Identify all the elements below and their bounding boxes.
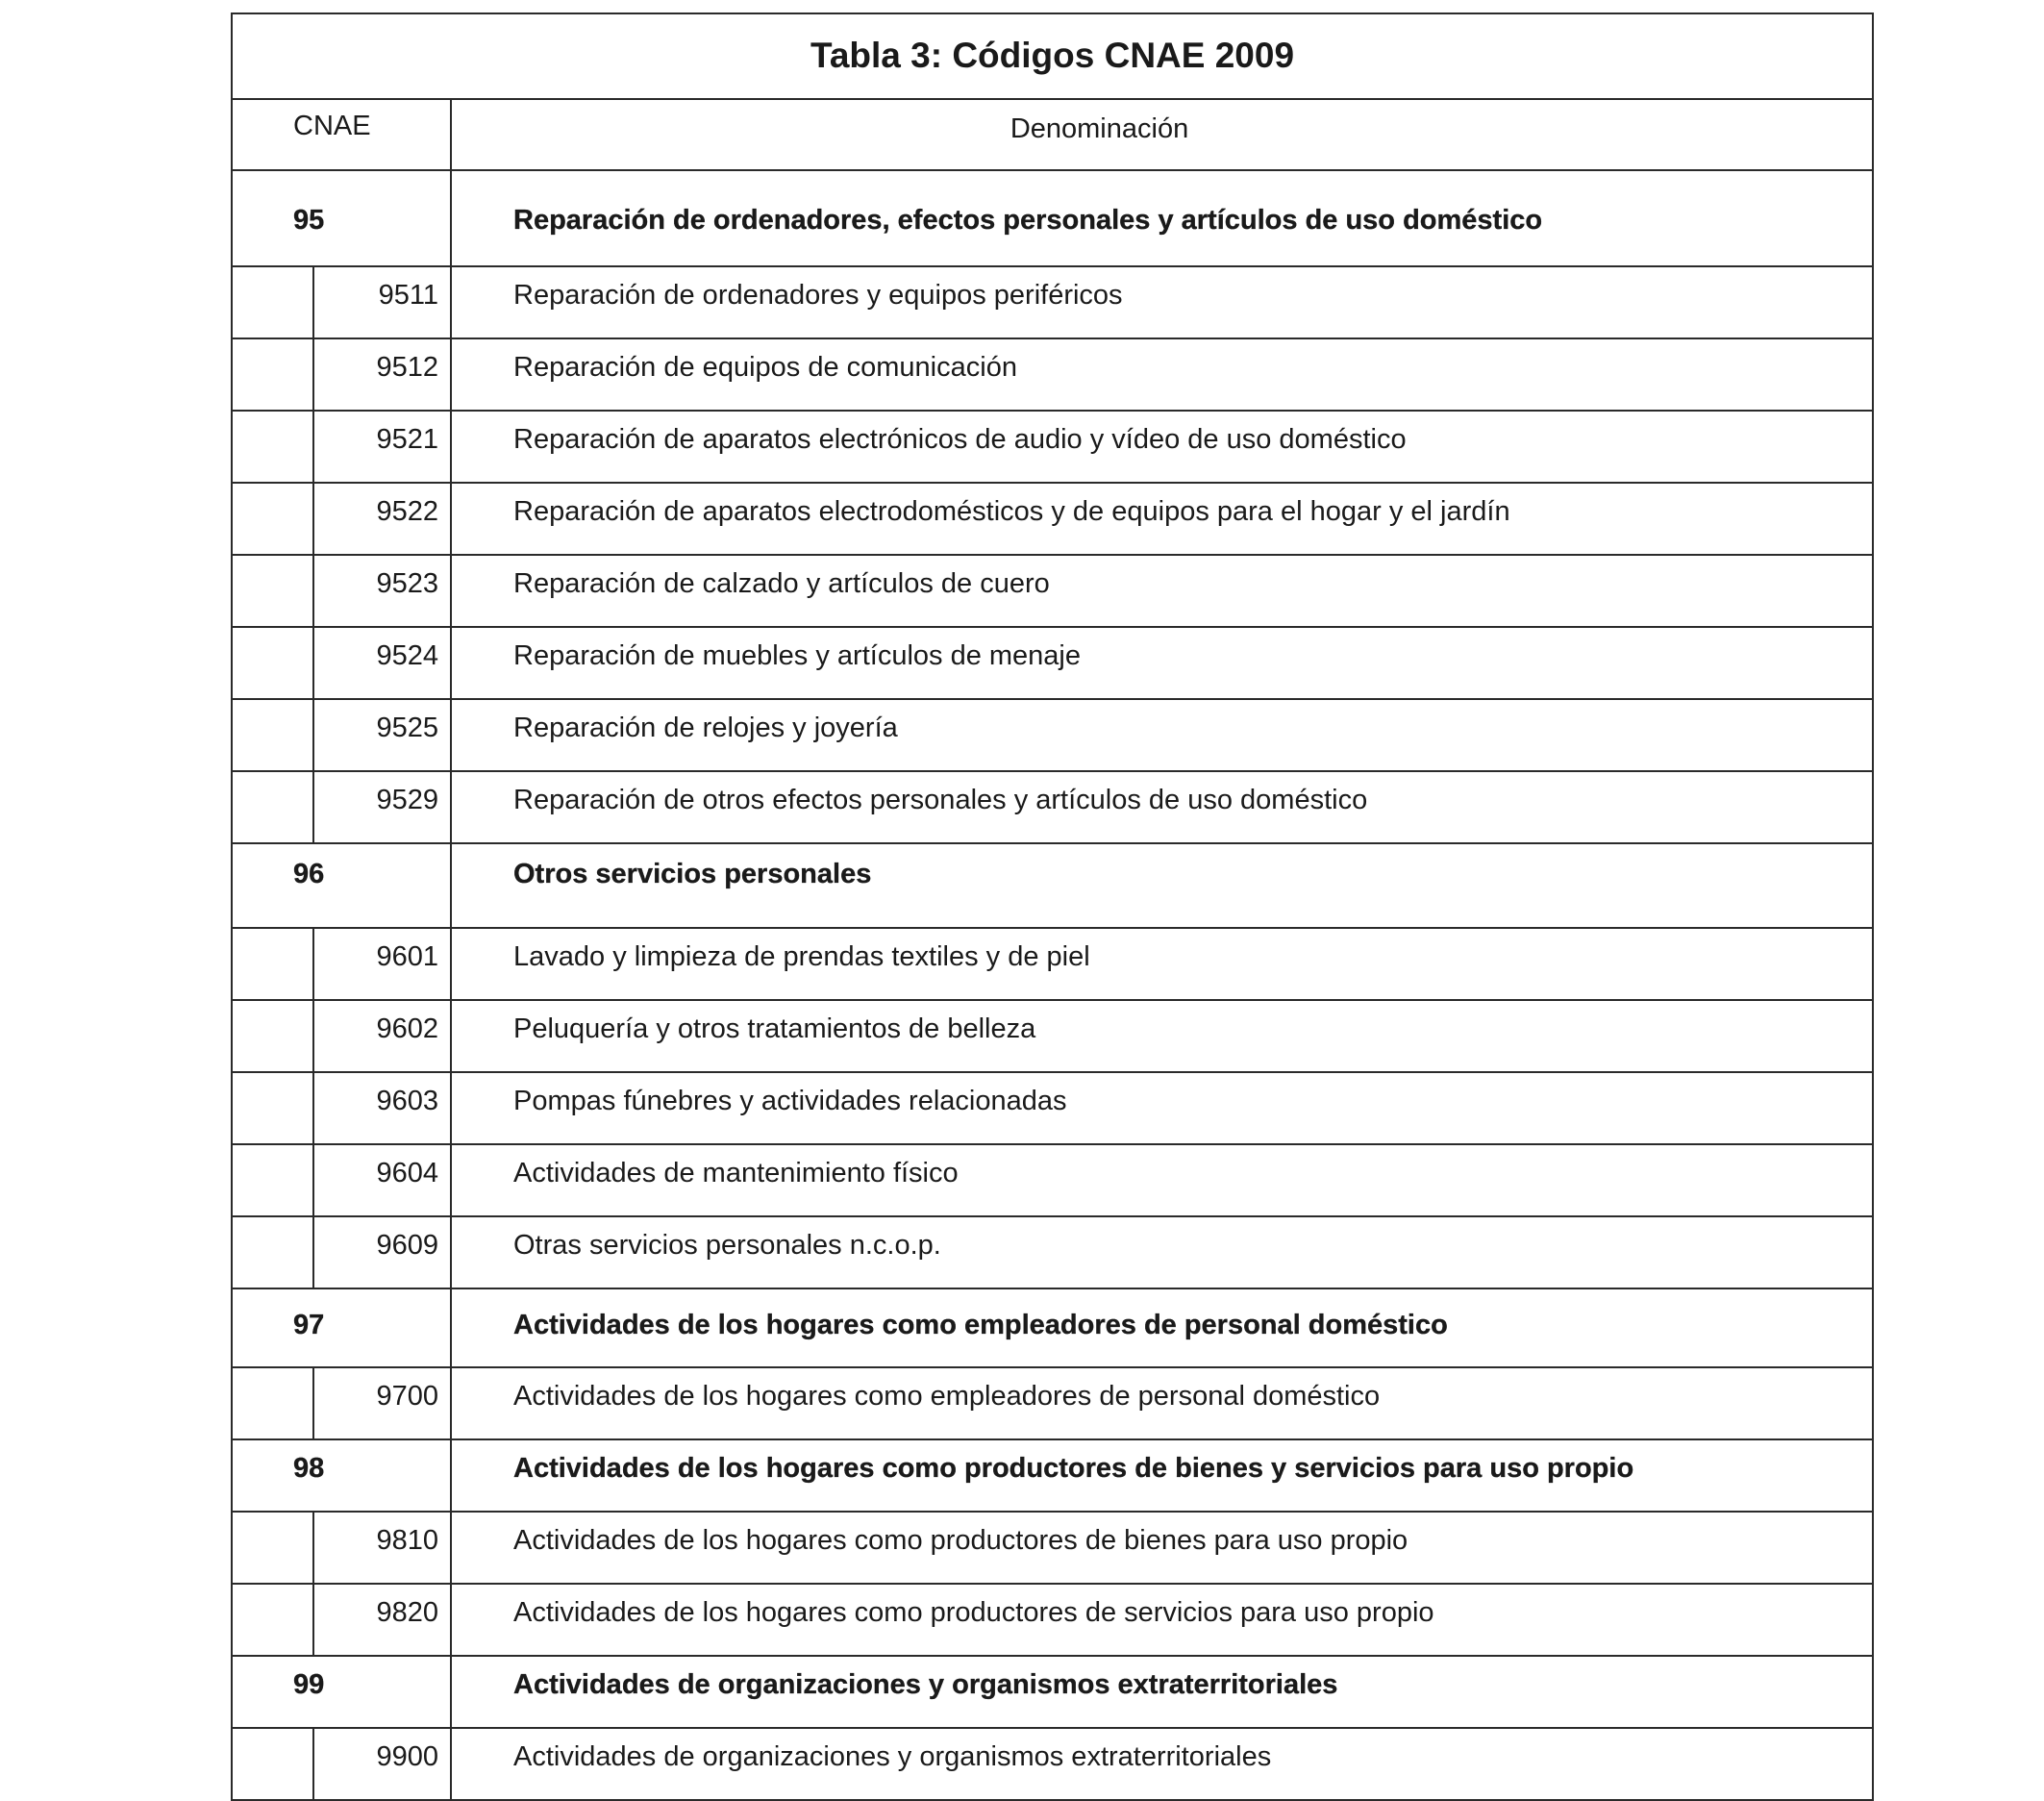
subclass-description: Reparación de aparatos electrónicos de audio y vídeo de uso doméstico — [451, 411, 1873, 483]
subclass-description: Lavado y limpieza de prendas textiles y de piel — [451, 928, 1873, 1000]
table-row — [232, 1072, 1873, 1144]
table-row — [232, 928, 1873, 1000]
header-cnae: CNAE — [232, 99, 451, 170]
group-code: 95 — [232, 170, 451, 266]
table-row — [232, 1367, 1873, 1439]
subclass-description: Reparación de otros efectos personales y artículos de uso doméstico — [451, 771, 1873, 843]
table-row — [232, 1512, 1873, 1584]
subclass-code: 9529 — [313, 771, 451, 843]
subclass-code: 9512 — [313, 338, 451, 411]
subclass-code: 9522 — [313, 483, 451, 555]
group-row — [232, 170, 1873, 266]
table-row — [232, 699, 1873, 771]
indent-cell — [232, 1512, 313, 1584]
indent-cell — [232, 771, 313, 843]
table-row — [232, 627, 1873, 699]
subclass-description: Reparación de relojes y joyería — [451, 699, 1873, 771]
subclass-description: Reparación de equipos de comunicación — [451, 338, 1873, 411]
indent-cell — [232, 338, 313, 411]
indent-cell — [232, 1000, 313, 1072]
table-body — [232, 13, 1873, 1800]
indent-cell — [232, 555, 313, 627]
table-row — [232, 1584, 1873, 1656]
table-row — [232, 411, 1873, 483]
subclass-code: 9523 — [313, 555, 451, 627]
indent-cell — [232, 1216, 313, 1288]
group-row — [232, 1288, 1873, 1367]
subclass-code: 9609 — [313, 1216, 451, 1288]
group-row — [232, 1439, 1873, 1512]
indent-cell — [232, 1584, 313, 1656]
indent-cell — [232, 1144, 313, 1216]
title-row — [232, 13, 1873, 99]
table-row — [232, 1216, 1873, 1288]
indent-cell — [232, 266, 313, 338]
table-row — [232, 1000, 1873, 1072]
subclass-code: 9604 — [313, 1144, 451, 1216]
group-row — [232, 1656, 1873, 1728]
subclass-description: Reparación de calzado y artículos de cuero — [451, 555, 1873, 627]
group-description: Actividades de los hogares como productores de bienes y servicios para uso propio — [451, 1439, 1873, 1512]
group-code: 99 — [232, 1656, 451, 1728]
group-description: Reparación de ordenadores, efectos personales y artículos de uso doméstico — [451, 170, 1873, 266]
indent-cell — [232, 1072, 313, 1144]
table-row — [232, 338, 1873, 411]
subclass-description: Reparación de ordenadores y equipos periféricos — [451, 266, 1873, 338]
group-description: Actividades de organizaciones y organismos extraterritoriales — [451, 1656, 1873, 1728]
subclass-code: 9602 — [313, 1000, 451, 1072]
subclass-code: 9511 — [313, 266, 451, 338]
group-description: Actividades de los hogares como empleadores de personal doméstico — [451, 1288, 1873, 1367]
table-row — [232, 1144, 1873, 1216]
header-row — [232, 99, 1873, 170]
table-row — [232, 555, 1873, 627]
header-denominacion: Denominación — [451, 99, 1873, 170]
subclass-description: Actividades de mantenimiento físico — [451, 1144, 1873, 1216]
subclass-code: 9820 — [313, 1584, 451, 1656]
group-description: Otros servicios personales — [451, 843, 1873, 928]
subclass-description: Otras servicios personales n.c.o.p. — [451, 1216, 1873, 1288]
subclass-description: Actividades de los hogares como productores de bienes para uso propio — [451, 1512, 1873, 1584]
table-title: Tabla 3: Códigos CNAE 2009 — [232, 13, 1873, 99]
subclass-code: 9810 — [313, 1512, 451, 1584]
group-code: 97 — [232, 1288, 451, 1367]
table-row — [232, 483, 1873, 555]
subclass-description: Reparación de aparatos electrodomésticos y de equipos para el hogar y el jardín — [451, 483, 1873, 555]
indent-cell — [232, 699, 313, 771]
table-row — [232, 771, 1873, 843]
subclass-description: Peluquería y otros tratamientos de belleza — [451, 1000, 1873, 1072]
cnae-codes-table — [231, 13, 1874, 1801]
subclass-description: Actividades de organizaciones y organismos extraterritoriales — [451, 1728, 1873, 1800]
group-code: 96 — [232, 843, 451, 928]
subclass-code: 9700 — [313, 1367, 451, 1439]
indent-cell — [232, 928, 313, 1000]
subclass-code: 9524 — [313, 627, 451, 699]
subclass-code: 9525 — [313, 699, 451, 771]
subclass-description: Reparación de muebles y artículos de menaje — [451, 627, 1873, 699]
subclass-description: Pompas fúnebres y actividades relacionadas — [451, 1072, 1873, 1144]
subclass-description: Actividades de los hogares como productores de servicios para uso propio — [451, 1584, 1873, 1656]
subclass-description: Actividades de los hogares como empleadores de personal doméstico — [451, 1367, 1873, 1439]
indent-cell — [232, 411, 313, 483]
group-code: 98 — [232, 1439, 451, 1512]
group-row — [232, 843, 1873, 928]
subclass-code: 9900 — [313, 1728, 451, 1800]
indent-cell — [232, 483, 313, 555]
subclass-code: 9521 — [313, 411, 451, 483]
indent-cell — [232, 1367, 313, 1439]
indent-cell — [232, 627, 313, 699]
subclass-code: 9603 — [313, 1072, 451, 1144]
subclass-code: 9601 — [313, 928, 451, 1000]
table-row — [232, 266, 1873, 338]
